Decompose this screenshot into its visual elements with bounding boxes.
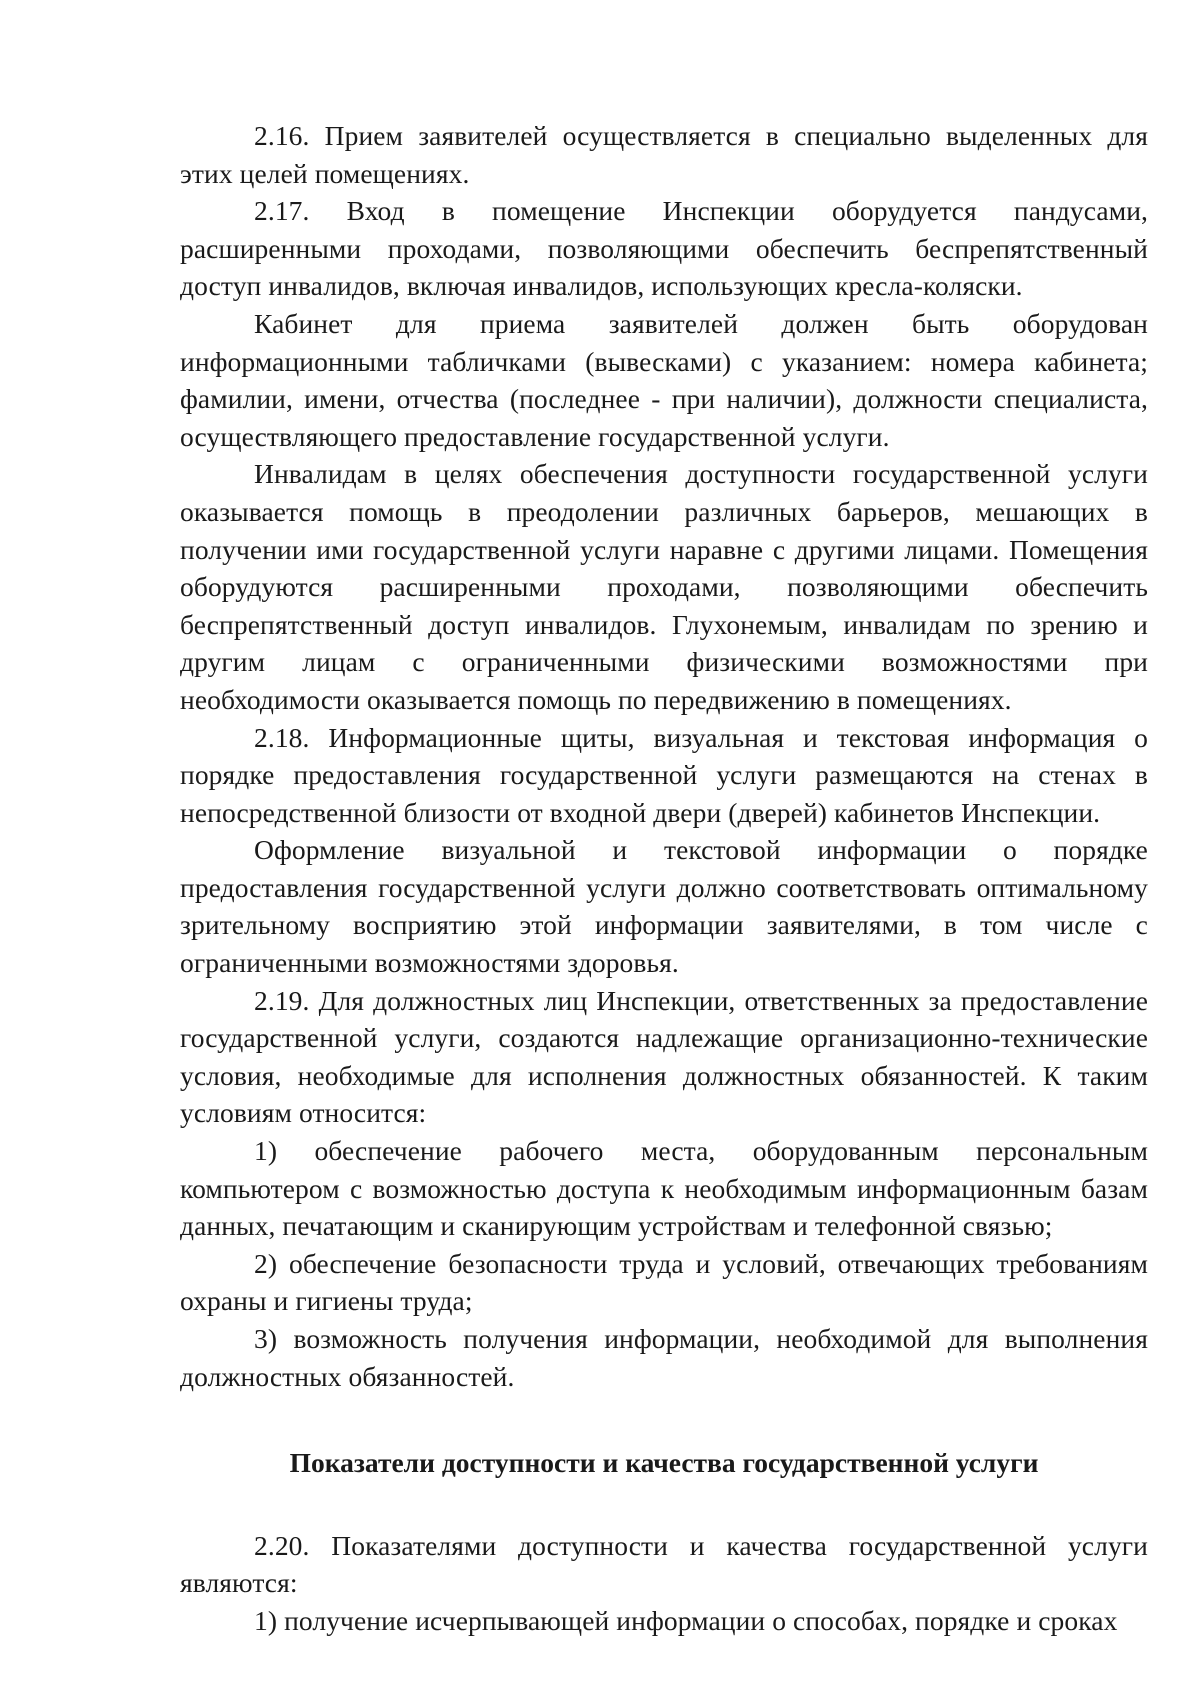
document-body [180,117,1148,1640]
paragraph-visual-information: Оформление визуальной и текстовой информации о порядке предоставления государственной услуги должно соответствовать оптимальному зрительному восприятию этой информации заявителями, в том числе с ограниченными возможностями здоровья. [180,834,1148,979]
list-item-2: 2) обеспечение безопасности труда и условий, отвечающих требованиям охраны и гигиены труда; [180,1247,1148,1317]
paragraph-2-19: 2.19. Для должностных лиц Инспекции, ответственных за предоставление государственной услуги, создаются надлежащие организационно-технические условия, необходимые для исполнения должностных обязанностей. К таким условиям относится: [180,984,1148,1129]
list-item-1-indicators: 1) получение исчерпывающей информации о способах, порядке и сроках [254,1604,1118,1636]
paragraph-2-20: 2.20. Показателями доступности и качества государственной услуги являются: [180,1529,1148,1599]
section-heading: Показатели доступности и качества государственной услуги [289,1447,1039,1479]
list-item-1: 1) обеспечение рабочего места, оборудованным персональным компьютером с возможностью доступа к необходимым информационным базам данных, печатающим и сканирующим устройствам и телефонной связью; [180,1135,1148,1242]
paragraph-2-18: 2.18. Информационные щиты, визуальная и текстовая информация о порядке предоставления государственной услуги размещаются на стенах в непосредственной близости от входной двери (дверей) кабинетов Инспекции. [180,721,1148,828]
list-item-3: 3) возможность получения информации, необходимой для выполнения должностных обязанностей. [180,1323,1148,1392]
paragraph-disability-assistance: Инвалидам в целях обеспечения доступности государственной услуги оказывается помощь в преодолении различных барьеров, мешающих в получении ими государственной услуги наравне с другими лицами. Помещения оборудуются расширенными проходами, позволяющими обеспечить беспрепятственный доступ инвалидов. Глухонемым, инвалидам по зрению и другим лицам с ограниченными физическими возможностями при необходимости оказывается помощь по передвижению в помещениях. [180,458,1148,715]
paragraph-2-16: 2.16. Прием заявителей осуществляется в специально выделенных для этих целей помещениях. [180,120,1148,189]
paragraph-office-signage: Кабинет для приема заявителей должен быть оборудован информационными табличками (вывесками) с указанием: номера кабинета; фамилии, имени, отчества (последнее - при наличии), должности специалиста, осуществляющего предоставление государственной услуги. [180,307,1148,452]
paragraph-2-17: 2.17. Вход в помещение Инспекции оборудуется пандусами, расширенными проходами, позволяющими обеспечить беспрепятственный доступ инвалидов, включая инвалидов, использующих кресла-коляски. [180,195,1148,302]
